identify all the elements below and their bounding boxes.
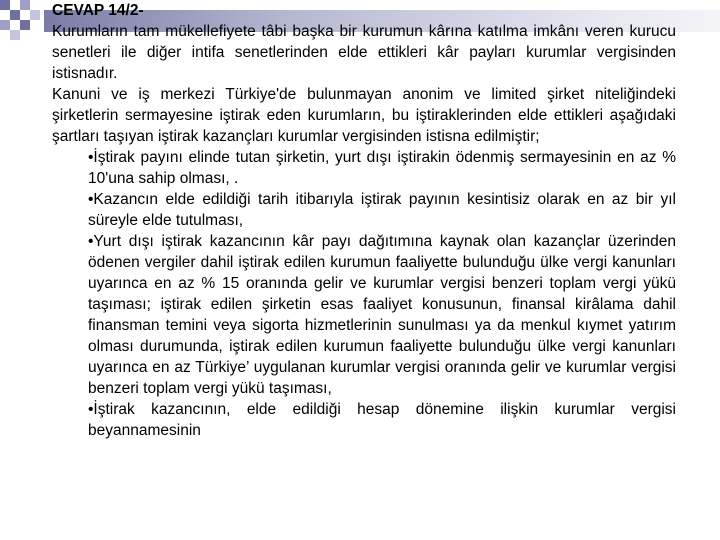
paragraph-1: Kurumların tam mükellefiyete tâbi başka bir kurumun kârına katılma imkânı veren kurucu senetleri ile diğer intifa senetlerinden elde ettikleri kâr payları kurumlar vergisinden istisnadır. xyxy=(52,23,676,82)
slide-content xyxy=(52,0,676,441)
checker-pattern-icon xyxy=(0,0,60,45)
bullet-item-4: •İştirak kazancının, elde edildiği hesap dönemine ilişkin kurumlar vergisi beyannamesinin xyxy=(88,401,676,439)
bullet-item-3: •Yurt dışı iştirak kazancının kâr payı dağıtımına kaynak olan kazançlar üzerinden ödenen vergiler dahil iştirak edilen kurumun faaliyette bulunduğu ülke vergi kanunları uyarınca en az % 15 oranında gelir ve kurumlar vergisi benzeri toplam vergi yükü taşıması; iştirak edilen şirketin esas faaliyet konusunun, finansal kirâlama dahil finansman temini veya sigorta hizmetlerinin sunulması ya da menkul kıymet yatırım olması durumunda, iştirak edilen kurumun faaliyette bulunduğu ülke vergi kanunları uyarınca en az Türkiye’ uygulanan kurumlar vergisi oranında gelir ve kurumlar vergisi benzeri toplam vergi yükü taşıması, xyxy=(88,233,676,397)
paragraph-2: Kanuni ve iş merkezi Türkiye'de bulunmayan anonim ve limited şirket niteliğindeki şirketlerin sermayesine iştirak eden kurumların, bu iştiraklerinden elde ettikleri aşağıdaki şartları taşıyan iştirak kazançları kurumlar vergisinden istisna edilmiştir; xyxy=(52,86,676,145)
bullet-item-1: •İştirak payını elinde tutan şirketin, yurt dışı iştirakin ödenmiş sermayesinin en az % 10'una sahip olması, . xyxy=(88,149,676,187)
bullet-item-2: •Kazancın elde edildiği tarih itibarıyla iştirak payının kesintisiz olarak en az bir yıl süreyle elde tutulması, xyxy=(88,191,676,229)
slide-title: CEVAP 14/2- xyxy=(52,2,144,19)
